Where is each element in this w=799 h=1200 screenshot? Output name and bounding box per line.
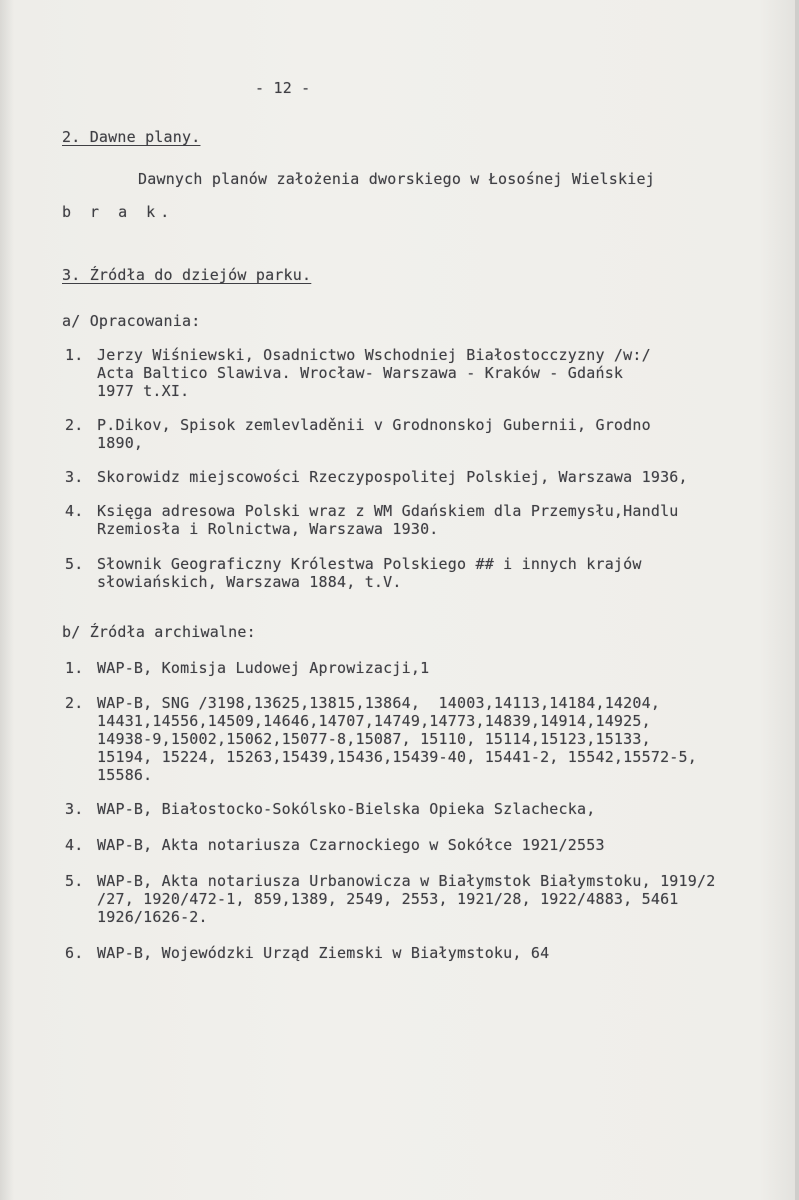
list-item-line: 14938-9,15002,15062,15077-8,15087, 15110, 15114,15123,15133,: [97, 730, 651, 748]
list-item-line: słowiańskich, Warszawa 1884, t.V.: [97, 573, 402, 591]
list-item-line: Księga adresowa Polski wraz z WM Gdańskiem dla Przemysłu,Handlu: [97, 502, 679, 520]
list-item-number: 5.: [65, 872, 84, 890]
list-item-line: /27, 1920/472-1, 859,1389, 2549, 2553, 1921/28, 1922/4883, 5461: [97, 890, 679, 908]
list-item-number: 2.: [65, 416, 84, 434]
list-item-line: 15586.: [97, 766, 153, 784]
list-item-line: WAP-B, Białostocko-Sokólsko-Bielska Opieka Szlachecka,: [97, 800, 596, 818]
list-item-line: WAP-B, Wojewódzki Urząd Ziemski w Białymstoku, 64: [97, 944, 550, 962]
list-item-line: Słownik Geograficzny Królestwa Polskiego ## i innych krajów: [97, 555, 642, 573]
list-item-line: 15194, 15224, 15263,15439,15436,15439-40, 15441-2, 15542,15572-5,: [97, 748, 697, 766]
section-2-text-line-2: b r a k.: [62, 203, 175, 221]
list-item-line: WAP-B, Komisja Ludowej Aprowizacji,1: [97, 659, 430, 677]
subsection-a-heading: a/ Opracowania:: [62, 312, 201, 330]
list-item-line: 14431,14556,14509,14646,14707,14749,14773,14839,14914,14925,: [97, 712, 651, 730]
list-item-line: Rzemiosła i Rolnictwa, Warszawa 1930.: [97, 520, 439, 538]
list-item-number: 1.: [65, 346, 84, 364]
list-item-line: Skorowidz miejscowości Rzeczypospolitej Polskiej, Warszawa 1936,: [97, 468, 688, 486]
list-item-line: Acta Baltico Slawiva. Wrocław- Warszawa - Kraków - Gdańsk: [97, 364, 624, 382]
list-item-line: 1977 t.XI.: [97, 382, 190, 400]
list-item-number: 4.: [65, 836, 84, 854]
list-item-line: WAP-B, SNG /3198,13625,13815,13864, 14003,14113,14184,14204,: [97, 694, 661, 712]
list-item-line: WAP-B, Akta notariusza Czarnockiego w Sokółce 1921/2553: [97, 836, 605, 854]
page-number: - 12 -: [255, 79, 311, 97]
subsection-b-heading: b/ Źródła archiwalne:: [62, 623, 256, 641]
list-item-number: 3.: [65, 468, 84, 486]
list-item-number: 4.: [65, 502, 84, 520]
list-item-number: 1.: [65, 659, 84, 677]
list-item-line: Jerzy Wiśniewski, Osadnictwo Wschodniej Białostocczyzny /w:/: [97, 346, 651, 364]
page-edge: [795, 0, 799, 1200]
list-item-number: 5.: [65, 555, 84, 573]
list-item-number: 6.: [65, 944, 84, 962]
section-3-heading: 3. Źródła do dziejów parku.: [62, 266, 312, 284]
list-item-number: 2.: [65, 694, 84, 712]
section-2-heading: 2. Dawne plany.: [62, 128, 201, 146]
list-item-line: P.Dikov, Spisok zemlevladěnii v Grodnonskoj Gubernii, Grodno: [97, 416, 651, 434]
list-item-number: 3.: [65, 800, 84, 818]
list-item-line: WAP-B, Akta notariusza Urbanowicza w Białymstok Białymstoku, 1919/2: [97, 872, 716, 890]
section-2-text-line-1: Dawnych planów założenia dworskiego w Łosośnej Wielskiej: [138, 170, 655, 188]
list-item-line: 1890,: [97, 434, 144, 452]
list-item-line: 1926/1626-2.: [97, 908, 208, 926]
